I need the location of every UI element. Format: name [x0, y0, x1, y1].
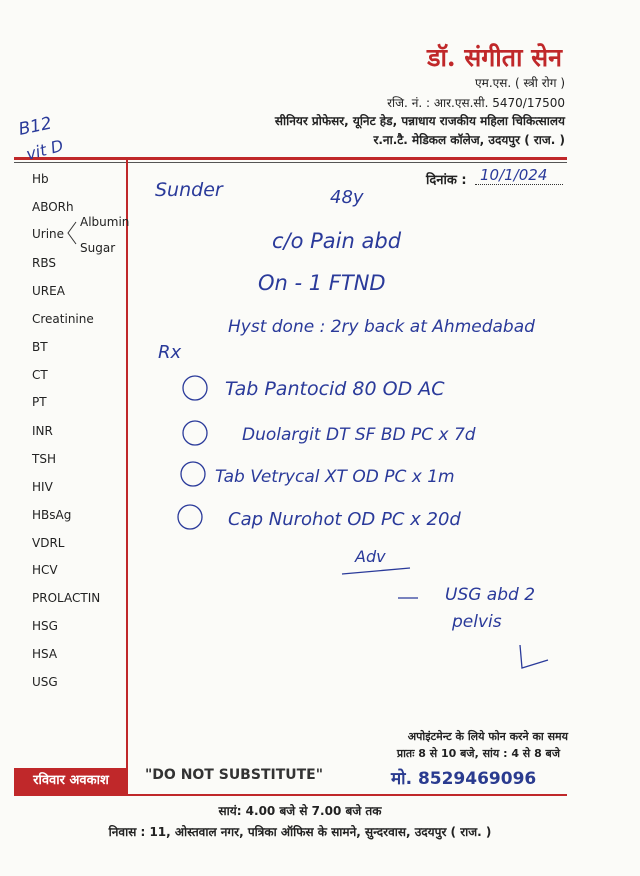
test-tsh: TSH	[32, 452, 56, 466]
residence-address: निवास : 11, ओस्तवाल नगर, पत्रिका ऑफिस के सामने, सुन्दरवास, उदयपुर ( राज. )	[108, 825, 492, 839]
date-label: दिनांक :	[426, 173, 467, 188]
advice-usg: USG abd 2	[445, 585, 536, 605]
test-bt: BT	[32, 340, 48, 354]
test-inr: INR	[32, 424, 53, 438]
evening-hours: सायं: 4.00 बजे से 7.00 बजे तक	[218, 804, 382, 818]
test-urea: UREA	[32, 284, 65, 298]
doctor-degree: एम.एस. ( स्त्री रोग )	[475, 76, 565, 90]
patient-name: Sunder	[155, 179, 223, 201]
medicine-4: Cap Nurohot OD PC x 20d	[228, 509, 461, 530]
phone-number: मो. 8529469096	[391, 769, 537, 789]
test-aborh: ABORh	[32, 200, 74, 214]
test-hsa: HSA	[32, 647, 58, 661]
complaint: c/o Pain abd	[272, 229, 402, 253]
medicine-2: Duolargit DT SF BD PC x 7d	[242, 425, 476, 445]
date-value: 10/1/024	[480, 166, 548, 184]
note-vit-d: vit D	[24, 135, 66, 164]
test-vdrl: VDRL	[32, 536, 65, 550]
footer-divider	[14, 794, 567, 796]
med-number-4	[178, 505, 202, 529]
test-prolactin: PROLACTIN	[32, 591, 101, 605]
test-hbsag: HBsAg	[32, 508, 72, 522]
sunday-off-badge: रविवार अवकाश	[14, 768, 128, 794]
onset: On - 1 FTND	[258, 271, 386, 295]
tick-mark	[520, 645, 548, 668]
rx-symbol: Rx	[158, 342, 182, 363]
test-rbs: RBS	[32, 256, 56, 270]
test-sugar: Sugar	[80, 241, 116, 255]
med-number-3	[181, 462, 205, 486]
appointment-heading: अपोइंटमेन्ट के लिये फोन करने का समय	[407, 730, 568, 743]
med-number-1	[183, 376, 207, 400]
medicine-3: Tab Vetrycal XT OD PC x 1m	[215, 467, 455, 487]
registration-number: रजि. नं. : आर.एस.सी. 5470/17500	[387, 96, 565, 110]
urine-brace	[68, 222, 76, 244]
test-hiv: HIV	[32, 480, 53, 494]
medicine-1: Tab Pantocid 80 OD AC	[225, 378, 445, 400]
test-ct: CT	[32, 368, 48, 382]
advice-pelvis: pelvis	[452, 612, 502, 632]
signature-underline	[342, 568, 410, 574]
signature: Adv	[355, 547, 386, 566]
appointment-hours: प्रातः 8 से 10 बजे, सांय : 4 से 8 बजे	[396, 747, 560, 760]
test-usg: USG	[32, 675, 58, 689]
test-albumin: Albumin	[80, 215, 130, 229]
doctor-position: सीनियर प्रोफेसर, यूनिट हेड, पन्नाधाय राजकीय महिला चिकित्सालय	[274, 114, 565, 128]
doctor-name: डॉ. संगीता सेन	[427, 43, 562, 72]
college-name: र.ना.टै. मेडिकल कॉलेज, उदयपुर ( राज. )	[373, 133, 565, 147]
test-hsg: HSG	[32, 619, 58, 633]
patient-age: 48y	[330, 187, 364, 208]
note-b12: B12	[16, 113, 54, 140]
test-urine: Urine	[32, 227, 65, 241]
test-creatinine: Creatinine	[32, 312, 94, 326]
history: Hyst done : 2ry back at Ahmedabad	[228, 317, 535, 337]
med-number-2	[183, 421, 207, 445]
test-hb: Hb	[32, 172, 49, 186]
test-hcv: HCV	[32, 563, 58, 577]
do-not-substitute: "DO NOT SUBSTITUTE"	[145, 767, 324, 783]
test-pt: PT	[32, 395, 47, 409]
